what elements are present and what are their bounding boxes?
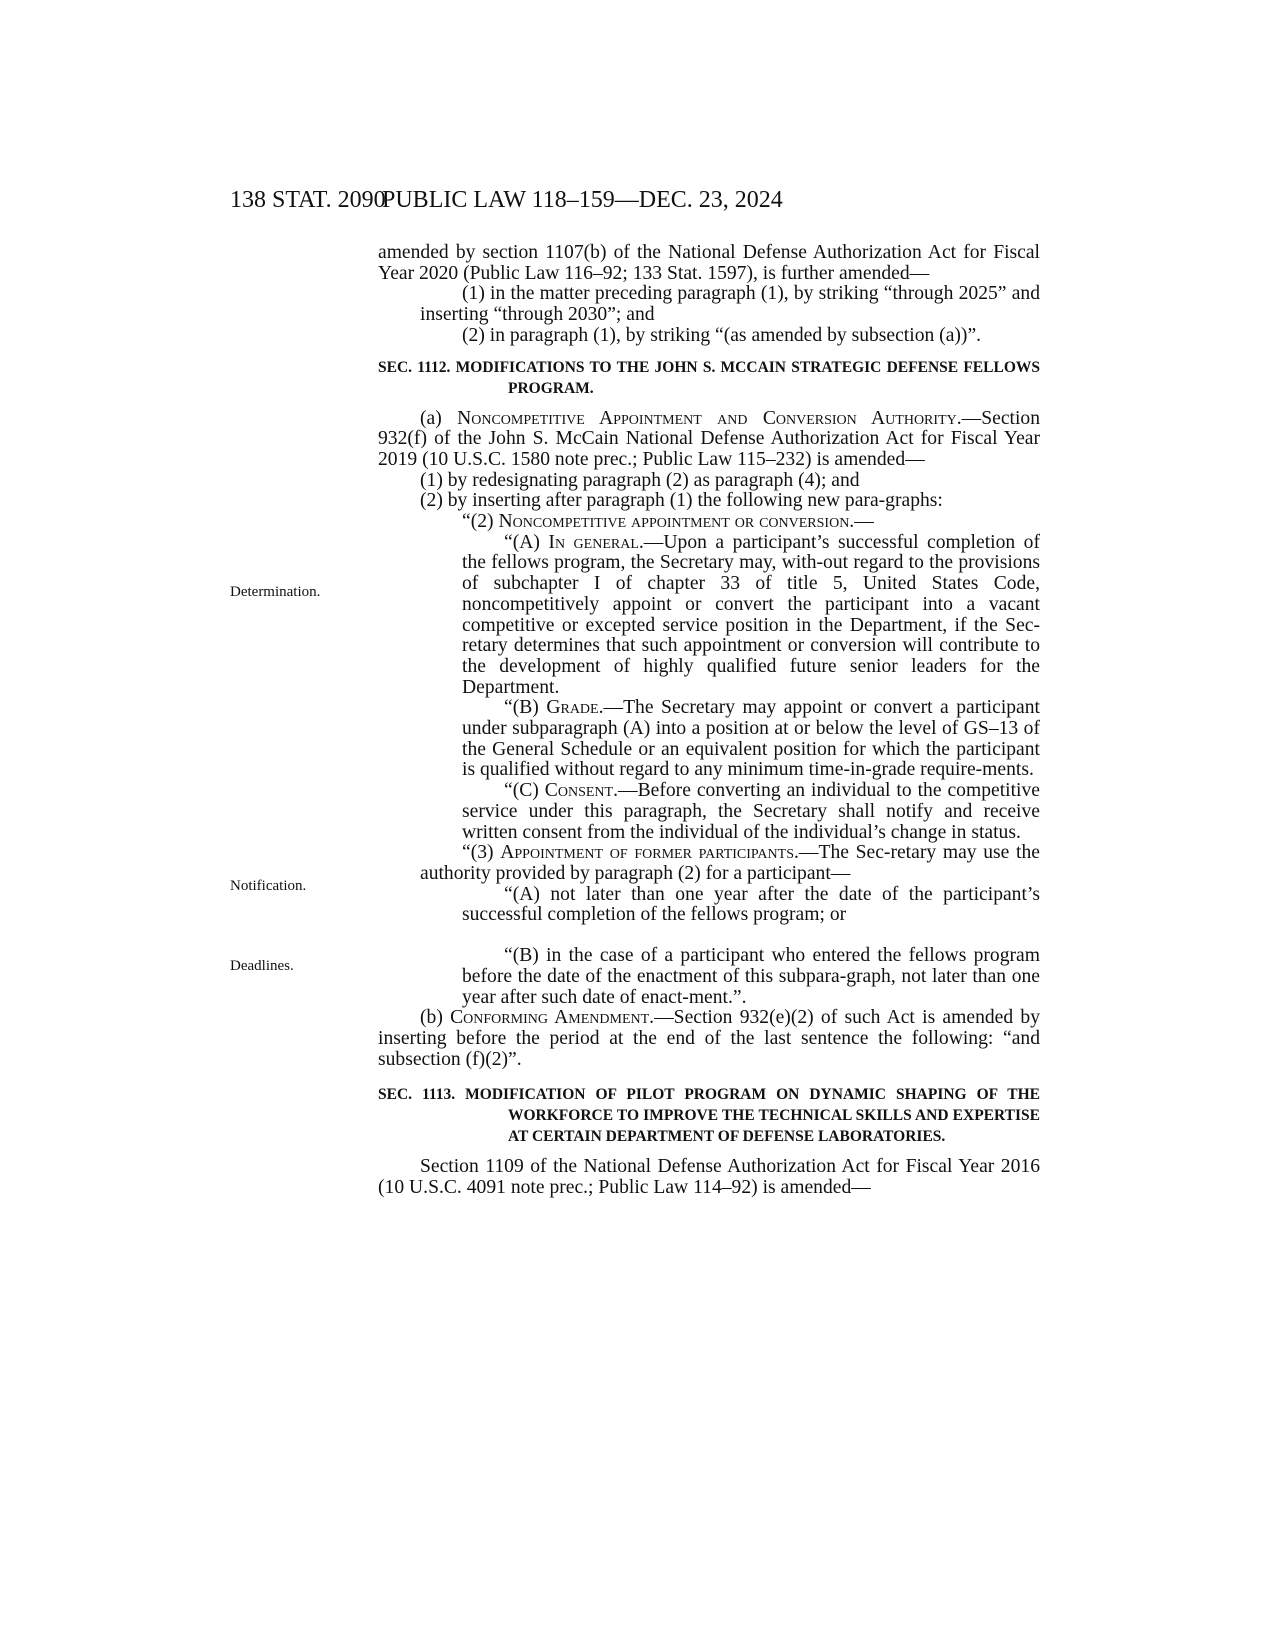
paragraph-3-caption: Appointment of former participants.	[500, 842, 799, 864]
subparagraph-B-text: —The Secretary may appoint or convert a participant under subparagraph (A) into a position at or below the level of GS–13 of the General Schedule or an equivalent position for which the participant is qualified without regard to any minimum time-in-grade require-ments.	[462, 697, 1040, 781]
subparagraph-A-text: —Upon a participant’s successful completion of the fellows program, the Secretary may, with-out regard to the provisions of subchapter I of chapter 33 of title 5, United States Code, noncompetitively appoint or convert the participant into a vacant competitive or excepted service position in the Department, if the Sec-retary determines that such appointment or conversion will contribute to the development of highly qualified future senior leaders for the Department.	[462, 531, 1040, 698]
subsection-a-item-1: (1) by redesignating paragraph (2) as paragraph (4); and	[420, 469, 860, 491]
statute-page-number: 138 STAT. 2090	[230, 187, 386, 213]
paragraph-final: Section 1109 of the National Defense Authorization Act for Fiscal Year 2016 (10 U.S.C. 4091 note prec.; Public Law 114–92) is amended—	[378, 1156, 1040, 1199]
margin-note-deadlines: Deadlines.	[230, 958, 294, 974]
subsection-a-text: —Section 932(f) of the John S. McCain National Defense Authorization Act for Fiscal Year 2019 (10 U.S.C. 1580 note prec.; Public Law 115–232) is amended—	[378, 407, 1040, 470]
subsection-b-caption: Conforming Amendment.	[450, 1007, 655, 1029]
list-item-1: (1) in the matter preceding paragraph (1), by striking “through 2025” and inserting “through 2030”; and	[420, 283, 1040, 326]
subparagraph-A-caption: In general.	[548, 531, 644, 553]
margin-note-notification: Notification.	[230, 878, 307, 894]
section-1112-heading: SEC. 1112. MODIFICATIONS TO THE JOHN S. MCCAIN STRATEGIC DEFENSE FELLOWS PROGRAM.	[378, 358, 1040, 397]
subsection-b	[378, 1008, 1040, 1070]
subparagraph-B	[378, 698, 1040, 781]
subparagraph-C-label: “(C)	[504, 780, 539, 802]
paragraph-3-label: “(3)	[462, 842, 494, 864]
paragraph-3-subparagraph-A: “(A) not later than one year after the date of the participant’s successful completion of the fellows program; or	[462, 883, 1040, 926]
paragraph-2-caption: Noncompetitive appointment or conversion.	[498, 511, 855, 533]
margin-note-determination: Determination.	[230, 584, 321, 600]
paragraph-2	[378, 512, 1040, 533]
paragraph-2-dash: —	[854, 511, 874, 533]
subsection-b-text: —Section 932(e)(2) of such Act is amended by inserting before the period at the end of the last sentence the following: “and subsection (f)(2)”.	[378, 1007, 1041, 1070]
document-body	[378, 243, 1040, 1199]
subparagraph-C-caption: Consent.	[544, 780, 618, 802]
subsection-a	[378, 409, 1040, 471]
running-header: PUBLIC LAW 118–159—DEC. 23, 2024	[382, 187, 783, 213]
list-item-2: (2) in paragraph (1), by striking “(as amended by subsection (a))”.	[462, 324, 982, 346]
subparagraph-C	[378, 781, 1040, 843]
subparagraph-C-text: —Before converting an individual to the competitive service under this paragraph, the Secretary shall notify and receive written consent from the individual of the individual’s change in status.	[462, 780, 1040, 843]
subparagraph-B-caption: Grade.	[546, 697, 604, 719]
subparagraph-B-label: “(B)	[504, 697, 539, 719]
subsection-a-caption: Noncompetitive Appointment and Conversion Authority.	[457, 407, 962, 429]
subparagraph-A-label: “(A)	[504, 531, 540, 553]
subparagraph-A	[378, 533, 1040, 699]
paragraph-3-text: —The Sec-retary may use the authority provided by paragraph (2) for a participant—	[420, 842, 1040, 884]
subsection-a-item-2: (2) by inserting after paragraph (1) the following new para-graphs:	[420, 490, 943, 512]
section-1113-heading: SEC. 1113. MODIFICATION OF PILOT PROGRAM ON DYNAMIC SHAPING OF THE WORKFORCE TO IMPROVE THE TECHNICAL SKILLS AND EXPERTISE AT CERTAIN DEPARTMENT OF DEFENSE LABORATORIES.	[378, 1086, 1040, 1146]
paragraph-3	[378, 843, 1040, 884]
paragraph-amended: amended by section 1107(b) of the National Defense Authorization Act for Fiscal Year 2020 (Public Law 116–92; 133 Stat. 1597), is further amended—	[378, 242, 1040, 284]
subsection-a-label: (a)	[420, 407, 442, 429]
paragraph-3-subparagraph-B: “(B) in the case of a participant who entered the fellows program before the date of the enactment of this subpara-graph, not later than one year after such date of enact-ment.”.	[462, 945, 1040, 1008]
subsection-b-label: (b)	[420, 1007, 443, 1029]
paragraph-2-label: “(2)	[462, 511, 494, 533]
